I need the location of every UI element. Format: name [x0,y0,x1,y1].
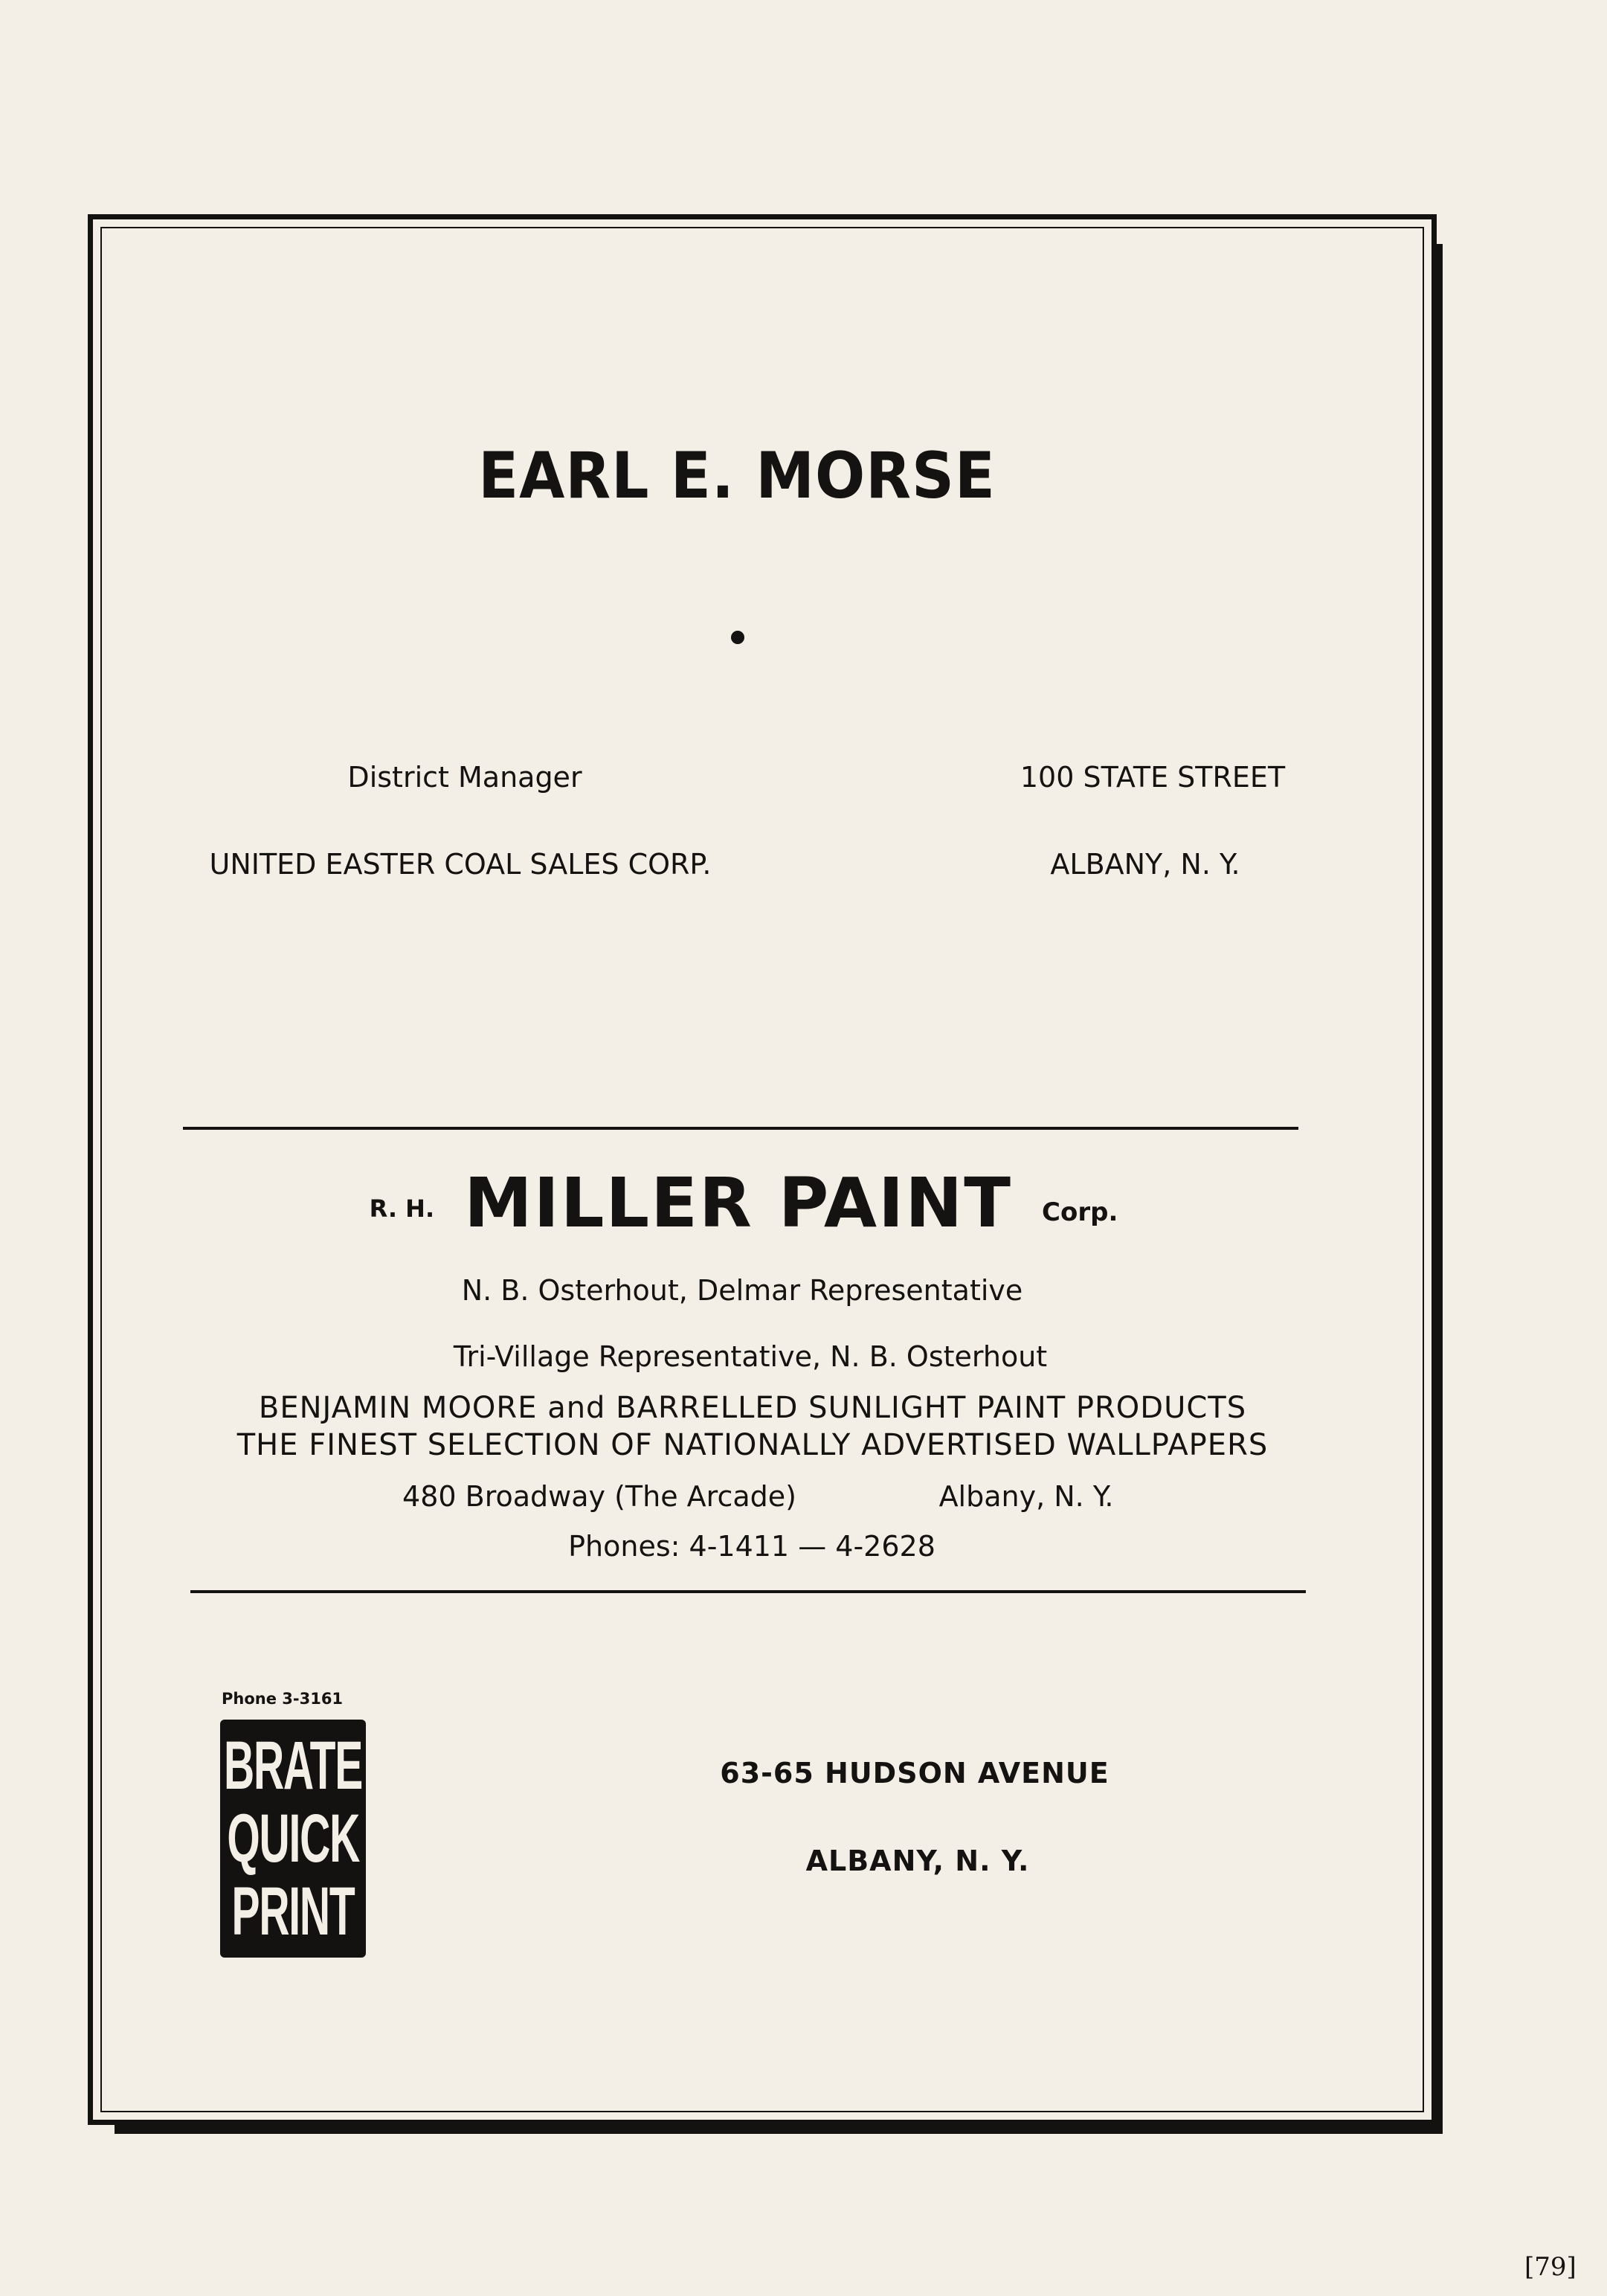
miller-wallpapers: THE FINEST SELECTION OF NATIONALLY ADVERTISED WALLPAPERS [236,1428,1269,1462]
miller-address: 480 Broadway (The Arcade) [402,1480,796,1513]
brate-quick-print-logo [220,1720,366,1958]
section-divider-bottom [190,1590,1306,1593]
section-divider-top [183,1127,1298,1130]
brate-logo-line: BRATE [223,1728,363,1804]
bullet-divider [731,631,744,644]
morse-name-heading: EARL E. MORSE [478,439,996,513]
miller-suffix: Corp. [1042,1197,1118,1227]
miller-phones: Phones: 4-1411 — 4-2628 [568,1530,935,1563]
brate-city: ALBANY, N. Y. [805,1845,1030,1877]
brate-logo-line: PRINT [231,1874,355,1949]
morse-street: 100 STATE STREET [1020,761,1286,794]
miller-prefix: R. H. [369,1194,435,1223]
miller-rep-delmar: N. B. Osterhout, Delmar Representative [461,1274,1023,1307]
miller-rep-trivillage: Tri-Village Representative, N. B. Osterhout [453,1340,1048,1373]
brate-phone: Phone 3-3161 [222,1690,344,1708]
brate-logo-line: QUICK [227,1801,359,1877]
miller-name: MILLER PAINT [464,1163,1013,1243]
page-number: [79] [1524,2252,1577,2282]
miller-products: BENJAMIN MOORE and BARRELLED SUNLIGHT PAINT PRODUCTS [258,1391,1247,1425]
morse-title: District Manager [347,761,582,794]
brate-street: 63-65 HUDSON AVENUE [720,1757,1110,1789]
morse-company: UNITED EASTER COAL SALES CORP. [209,848,712,881]
miller-city: Albany, N. Y. [938,1480,1114,1513]
miller-heading [369,1163,1118,1243]
morse-city: ALBANY, N. Y. [1050,848,1240,881]
